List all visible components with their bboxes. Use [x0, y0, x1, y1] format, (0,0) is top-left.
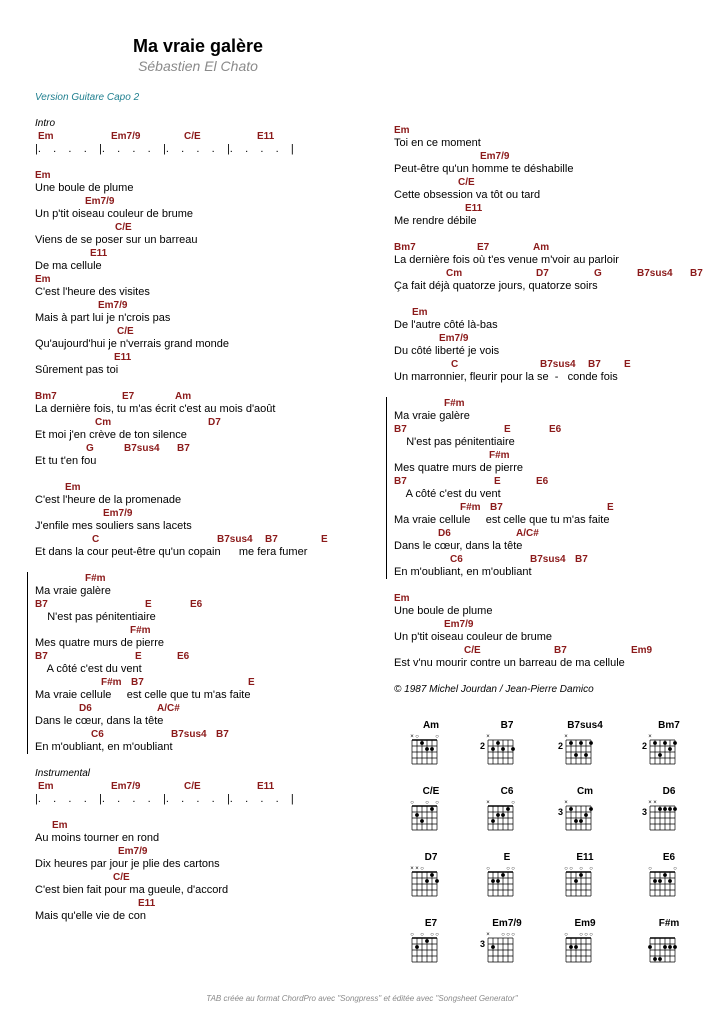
- finger-dot: [653, 741, 657, 745]
- chorus-block: [27, 572, 380, 754]
- finger-dot: [673, 741, 677, 745]
- intro-label: Intro: [35, 118, 56, 129]
- finger-dot: [415, 945, 419, 949]
- open-string-mark: ○: [420, 932, 424, 938]
- fret-number: 3: [480, 939, 486, 949]
- chord: B7sus4: [124, 443, 160, 454]
- chord: E6: [536, 476, 549, 487]
- open-string-mark: ○: [506, 932, 510, 938]
- chord: F#m: [101, 677, 122, 688]
- chord-diagram-name: D7: [424, 852, 438, 863]
- chord: B7sus4: [637, 268, 673, 279]
- chord-diagram-name: Cm: [576, 786, 594, 797]
- chord-diagram: [472, 718, 542, 778]
- chord: Em: [52, 820, 68, 831]
- chord-diagram: [550, 784, 620, 844]
- chord: E11: [138, 898, 156, 909]
- chord: C/E: [115, 222, 132, 233]
- chord-diagram: [550, 916, 620, 976]
- chord: B7: [35, 599, 48, 610]
- lyric-line: N'est pas pénitentiaire: [394, 436, 515, 448]
- chord: C/E: [113, 872, 130, 883]
- open-string-mark: ○: [511, 932, 515, 938]
- lyric-line: Cette obsession va tôt ou tard: [394, 189, 541, 201]
- chord: D6: [79, 703, 92, 714]
- chord: E: [624, 359, 631, 370]
- lyric-line: Et tu t'en fou: [35, 455, 97, 467]
- lyric-line: C'est l'heure de la promenade: [35, 494, 182, 506]
- fretboard-grid: [472, 732, 542, 778]
- chord: F#m: [130, 625, 151, 636]
- lyric-line: Mais qu'elle vie de con: [35, 910, 146, 922]
- fretboard-grid: [396, 798, 466, 844]
- lyric-line: Ma vraie cellule est celle que tu m'as faite: [35, 689, 251, 701]
- chord: B7: [588, 359, 601, 370]
- fretboard-grid: [550, 864, 620, 910]
- chord: Am: [175, 391, 192, 402]
- chord: Em: [412, 307, 428, 318]
- chord: C6: [450, 554, 463, 565]
- lyric-line: La dernière fois, tu m'as écrit c'est au mois d'août: [35, 403, 276, 415]
- bar-line: |. . . . |. . . . |. . . . |. . . . |: [35, 793, 294, 805]
- lyrics-column-left: [35, 117, 380, 923]
- finger-dot: [584, 813, 588, 817]
- chord: Em7/9: [118, 846, 148, 857]
- finger-dot: [574, 753, 578, 757]
- chord-diagram-name: Bm7: [658, 720, 680, 731]
- finger-dot: [653, 879, 657, 883]
- muted-string-mark: ×: [653, 800, 657, 806]
- muted-string-mark: ×: [486, 932, 490, 938]
- chord-diagrams: [396, 718, 716, 980]
- finger-dot: [663, 945, 667, 949]
- open-string-mark: ○: [579, 932, 583, 938]
- chord: Em: [38, 781, 54, 792]
- chord: E: [135, 651, 142, 662]
- open-string-mark: ○: [435, 734, 439, 740]
- chord: C/E: [184, 781, 201, 792]
- finger-dot: [658, 879, 662, 883]
- lyric-line: Une boule de plume: [394, 605, 493, 617]
- chord: B7: [131, 677, 144, 688]
- chord: E7: [477, 242, 490, 253]
- chord: B7: [394, 424, 407, 435]
- song-artist: Sébastien El Chato: [138, 58, 258, 74]
- chord: Em7/9: [111, 131, 141, 142]
- intro-chords: [35, 130, 380, 143]
- footer: TAB créée au format ChordPro avec "Songpress" et éditée avec "Songsheet Generator": [206, 994, 518, 1003]
- lyric-line: Et moi j'en crève de ton silence: [35, 429, 187, 441]
- finger-dot: [491, 747, 495, 751]
- finger-dot: [589, 807, 593, 811]
- lyrics-column-right: [394, 124, 714, 696]
- chord: E11: [114, 352, 132, 363]
- chord: Em7/9: [439, 333, 469, 344]
- chord: A/C#: [157, 703, 180, 714]
- chord: E11: [465, 203, 483, 214]
- chord-diagram-name: Em7/9: [492, 918, 522, 929]
- finger-dot: [501, 813, 505, 817]
- chord: E6: [549, 424, 562, 435]
- finger-dot: [668, 945, 672, 949]
- lyric-line: A côté c'est du vent: [35, 663, 142, 675]
- lyric-line: Un p'tit oiseau couleur de brume: [35, 208, 194, 220]
- chord: E: [321, 534, 328, 545]
- lyric-line: Peut-être qu'un homme te déshabille: [394, 163, 574, 175]
- finger-dot: [569, 741, 573, 745]
- fretboard-grid: [396, 732, 466, 778]
- muted-string-mark: ×: [564, 734, 568, 740]
- chord: Am: [533, 242, 550, 253]
- chord: B7: [177, 443, 190, 454]
- chord: B7: [394, 476, 407, 487]
- chord-diagram: [634, 718, 704, 778]
- lyric-line: Qu'aujourd'hui je n'verrais grand monde: [35, 338, 230, 350]
- finger-dot: [425, 879, 429, 883]
- lyric-line: Du côté liberté je vois: [394, 345, 500, 357]
- finger-dot: [435, 879, 439, 883]
- muted-string-mark: ×: [410, 734, 414, 740]
- lyric-line: Mes quatre murs de pierre: [394, 462, 523, 474]
- chord-diagram-name: C/E: [422, 786, 440, 797]
- muted-string-mark: ×: [648, 734, 652, 740]
- chord-diagram-name: Em9: [574, 918, 596, 929]
- chord: B7sus4: [540, 359, 576, 370]
- fretboard-grid: [550, 798, 620, 844]
- fretboard-grid: [634, 732, 704, 778]
- chord: D7: [208, 417, 221, 428]
- finger-dot: [658, 957, 662, 961]
- chord: Em7/9: [85, 196, 115, 207]
- finger-dot: [579, 873, 583, 877]
- finger-dot: [574, 819, 578, 823]
- lyric-line: Une boule de plume: [35, 182, 134, 194]
- chord: B7: [35, 651, 48, 662]
- chord: B7: [216, 729, 229, 740]
- fret-number: 2: [480, 741, 486, 751]
- chord-diagram-name: F#m: [658, 918, 680, 929]
- fret-number: 2: [558, 741, 564, 751]
- finger-dot: [430, 807, 434, 811]
- finger-dot: [415, 813, 419, 817]
- chord: E7: [122, 391, 135, 402]
- open-string-mark: ○: [501, 932, 505, 938]
- lyric-line: A côté c'est du vent: [394, 488, 501, 500]
- open-string-mark: ○: [486, 866, 490, 872]
- finger-dot: [673, 807, 677, 811]
- chord: C/E: [464, 645, 481, 656]
- chord: E: [248, 677, 255, 688]
- finger-dot: [491, 945, 495, 949]
- chord: B7: [690, 268, 703, 279]
- chord: Bm7: [35, 391, 57, 402]
- finger-dot: [574, 945, 578, 949]
- open-string-mark: ○: [506, 866, 510, 872]
- finger-dot: [496, 741, 500, 745]
- chorus-block: [386, 397, 714, 579]
- fretboard-grid: [396, 864, 466, 910]
- chord: F#m: [460, 502, 481, 513]
- chord: Em9: [631, 645, 653, 656]
- chord: Cm: [95, 417, 112, 428]
- fretboard-grid: [472, 930, 542, 976]
- bar-line: |. . . . |. . . . |. . . . |. . . . |: [35, 143, 294, 155]
- open-string-mark: ○: [410, 932, 414, 938]
- chord: Em: [35, 274, 51, 285]
- lyric-line: Un p'tit oiseau couleur de brume: [394, 631, 553, 643]
- chord: Cm: [446, 268, 463, 279]
- fretboard-grid: [472, 864, 542, 910]
- finger-dot: [496, 879, 500, 883]
- finger-dot: [425, 747, 429, 751]
- open-string-mark: ○: [425, 800, 429, 806]
- open-string-mark: ○: [589, 932, 593, 938]
- chord: E: [607, 502, 614, 513]
- chord: Em7/9: [444, 619, 474, 630]
- chord: B7: [575, 554, 588, 565]
- lyric-line: Dans le cœur, dans la tête: [35, 715, 164, 727]
- lyric-line: Toi en ce moment: [394, 137, 481, 149]
- chord: B7sus4: [217, 534, 253, 545]
- open-string-mark: ○: [673, 866, 677, 872]
- chord: Em: [35, 170, 51, 181]
- lyric-line: En m'oubliant, en m'oubliant: [35, 741, 173, 753]
- lyric-line: Ma vraie cellule est celle que tu m'as faite: [394, 514, 610, 526]
- open-string-mark: ○: [579, 866, 583, 872]
- chord: G: [594, 268, 602, 279]
- finger-dot: [420, 741, 424, 745]
- chord-diagram: [396, 784, 466, 844]
- chord-diagram: [396, 850, 466, 910]
- chord: Em7/9: [111, 781, 141, 792]
- song-title: Ma vraie galère: [132, 36, 264, 56]
- chord: Em: [38, 131, 54, 142]
- instrumental-chords: [35, 780, 380, 793]
- copyright: © 1987 Michel Jourdan / Jean-Pierre Damico: [394, 684, 594, 695]
- finger-dot: [501, 873, 505, 877]
- muted-string-mark: ×: [564, 800, 568, 806]
- fretboard-grid: [396, 930, 466, 976]
- finger-dot: [430, 873, 434, 877]
- chord: C/E: [458, 177, 475, 188]
- muted-string-mark: ×: [486, 800, 490, 806]
- finger-dot: [648, 945, 652, 949]
- chord: B7: [265, 534, 278, 545]
- lyric-line: J'enfile mes souliers sans lacets: [35, 520, 192, 532]
- lyric-line: Mais à part lui je n'crois pas: [35, 312, 171, 324]
- chord: B7sus4: [530, 554, 566, 565]
- lyric-line: Et dans la cour peut-être qu'un copain me fera fumer: [35, 546, 308, 558]
- lyric-line: De ma cellule: [35, 260, 102, 272]
- finger-dot: [569, 945, 573, 949]
- fret-number: 2: [642, 741, 648, 751]
- finger-dot: [584, 753, 588, 757]
- chord-diagram: [550, 718, 620, 778]
- chord: C/E: [184, 131, 201, 142]
- instrumental-label: Instrumental: [35, 768, 91, 779]
- chord-diagram: [472, 850, 542, 910]
- chord: C6: [91, 729, 104, 740]
- finger-dot: [668, 747, 672, 751]
- chord: Em7/9: [98, 300, 128, 311]
- open-string-mark: ○: [511, 800, 515, 806]
- muted-string-mark: ×: [648, 800, 652, 806]
- fretboard-grid: [634, 864, 704, 910]
- finger-dot: [574, 879, 578, 883]
- lyric-line: Un marronnier, fleurir pour la se - conde fois: [394, 371, 618, 383]
- chord: E11: [257, 131, 275, 142]
- finger-dot: [663, 807, 667, 811]
- chord-diagram-name: E7: [424, 918, 438, 929]
- chord-diagram: [396, 916, 466, 976]
- chord: C: [451, 359, 459, 370]
- chord: D7: [536, 268, 549, 279]
- chord-diagram: [634, 916, 704, 976]
- open-string-mark: ○: [564, 866, 568, 872]
- chord: E11: [257, 781, 275, 792]
- lyric-line: Ma vraie galère: [35, 585, 111, 597]
- lyric-line: Dix heures par jour je plie des cartons: [35, 858, 220, 870]
- muted-string-mark: ×: [486, 734, 490, 740]
- finger-dot: [506, 807, 510, 811]
- chord-diagram-name: B7sus4: [567, 720, 603, 731]
- chord: E: [145, 599, 152, 610]
- open-string-mark: ○: [415, 734, 419, 740]
- chord: E: [504, 424, 511, 435]
- finger-dot: [653, 957, 657, 961]
- finger-dot: [496, 813, 500, 817]
- finger-dot: [673, 945, 677, 949]
- open-string-mark: ○: [410, 800, 414, 806]
- lyric-line: Mes quatre murs de pierre: [35, 637, 164, 649]
- finger-dot: [658, 753, 662, 757]
- chord: F#m: [85, 573, 106, 584]
- finger-dot: [589, 741, 593, 745]
- open-string-mark: ○: [564, 932, 568, 938]
- chord: C: [92, 534, 100, 545]
- chord: B7: [490, 502, 503, 513]
- lyric-line: C'est l'heure des visites: [35, 286, 150, 298]
- chord: E: [494, 476, 501, 487]
- lyric-line: Ça fait déjà quatorze jours, quatorze soirs: [394, 280, 598, 292]
- fretboard-grid: [472, 798, 542, 844]
- open-string-mark: ○: [584, 932, 588, 938]
- finger-dot: [425, 939, 429, 943]
- chord: Bm7: [394, 242, 416, 253]
- finger-dot: [430, 747, 434, 751]
- open-string-mark: ○: [430, 932, 434, 938]
- chord: C/E: [117, 326, 134, 337]
- open-string-mark: ○: [648, 866, 652, 872]
- chord: Em: [394, 125, 410, 136]
- chord-diagram: [396, 718, 466, 778]
- chord-diagram-name: C6: [500, 786, 514, 797]
- chord: F#m: [444, 398, 465, 409]
- chord-diagram: [634, 784, 704, 844]
- chord: Em: [65, 482, 81, 493]
- chord: A/C#: [516, 528, 539, 539]
- lyric-line: De l'autre côté là-bas: [394, 319, 498, 331]
- chord: E6: [190, 599, 203, 610]
- finger-dot: [663, 873, 667, 877]
- muted-string-mark: ×: [410, 866, 414, 872]
- finger-dot: [668, 879, 672, 883]
- chord: Em7/9: [480, 151, 510, 162]
- finger-dot: [579, 741, 583, 745]
- chord-diagram: [472, 916, 542, 976]
- chord-diagram-name: E6: [662, 852, 676, 863]
- lyric-line: Au moins tourner en rond: [35, 832, 160, 844]
- chord-diagram: [472, 784, 542, 844]
- finger-dot: [663, 741, 667, 745]
- chord: B7: [554, 645, 567, 656]
- open-string-mark: ○: [569, 866, 573, 872]
- open-string-mark: ○: [589, 866, 593, 872]
- chord-diagram-name: E11: [576, 852, 594, 863]
- chord: Em: [394, 593, 410, 604]
- finger-dot: [491, 819, 495, 823]
- chord: E6: [177, 651, 190, 662]
- fretboard-grid: [634, 930, 704, 976]
- chord-diagram-name: B7: [500, 720, 514, 731]
- chord: E11: [90, 248, 108, 259]
- lyric-line: Est v'nu mourir contre un barreau de ma cellule: [394, 657, 625, 669]
- lyric-line: Ma vraie galère: [394, 410, 470, 422]
- lyric-line: Me rendre débile: [394, 215, 477, 227]
- lyric-line: N'est pas pénitentiaire: [35, 611, 156, 623]
- song-version: Version Guitare Capo 2: [35, 92, 140, 103]
- chord-diagram-name: Am: [422, 720, 440, 731]
- lyric-line: Viens de se poser sur un barreau: [35, 234, 198, 246]
- lyric-line: Sûrement pas toi: [35, 364, 119, 376]
- muted-string-mark: ×: [415, 866, 419, 872]
- finger-dot: [501, 747, 505, 751]
- fret-number: 3: [642, 807, 648, 817]
- finger-dot: [420, 819, 424, 823]
- chord-diagram-name: D6: [662, 786, 676, 797]
- finger-dot: [569, 807, 573, 811]
- chord: G: [86, 443, 94, 454]
- lyric-line: La dernière fois où t'es venue m'voir au parloir: [394, 254, 619, 266]
- chord: F#m: [489, 450, 510, 461]
- finger-dot: [579, 819, 583, 823]
- fretboard-grid: [634, 798, 704, 844]
- fret-number: 3: [558, 807, 564, 817]
- fretboard-grid: [550, 732, 620, 778]
- chord-diagram: [550, 850, 620, 910]
- open-string-mark: ○: [511, 866, 515, 872]
- fretboard-grid: [550, 930, 620, 976]
- chord-diagram-name: E: [503, 852, 511, 863]
- chord-diagram: [634, 850, 704, 910]
- finger-dot: [491, 879, 495, 883]
- lyric-line: En m'oubliant, en m'oubliant: [394, 566, 532, 578]
- open-string-mark: ○: [420, 866, 424, 872]
- lyric-line: C'est bien fait pour ma gueule, d'accord: [35, 884, 229, 896]
- chord: D6: [438, 528, 451, 539]
- finger-dot: [668, 807, 672, 811]
- chord: B7sus4: [171, 729, 207, 740]
- open-string-mark: ○: [435, 800, 439, 806]
- finger-dot: [511, 747, 515, 751]
- open-string-mark: ○: [435, 932, 439, 938]
- lyric-line: Dans le cœur, dans la tête: [394, 540, 523, 552]
- finger-dot: [658, 807, 662, 811]
- chord: Em7/9: [103, 508, 133, 519]
